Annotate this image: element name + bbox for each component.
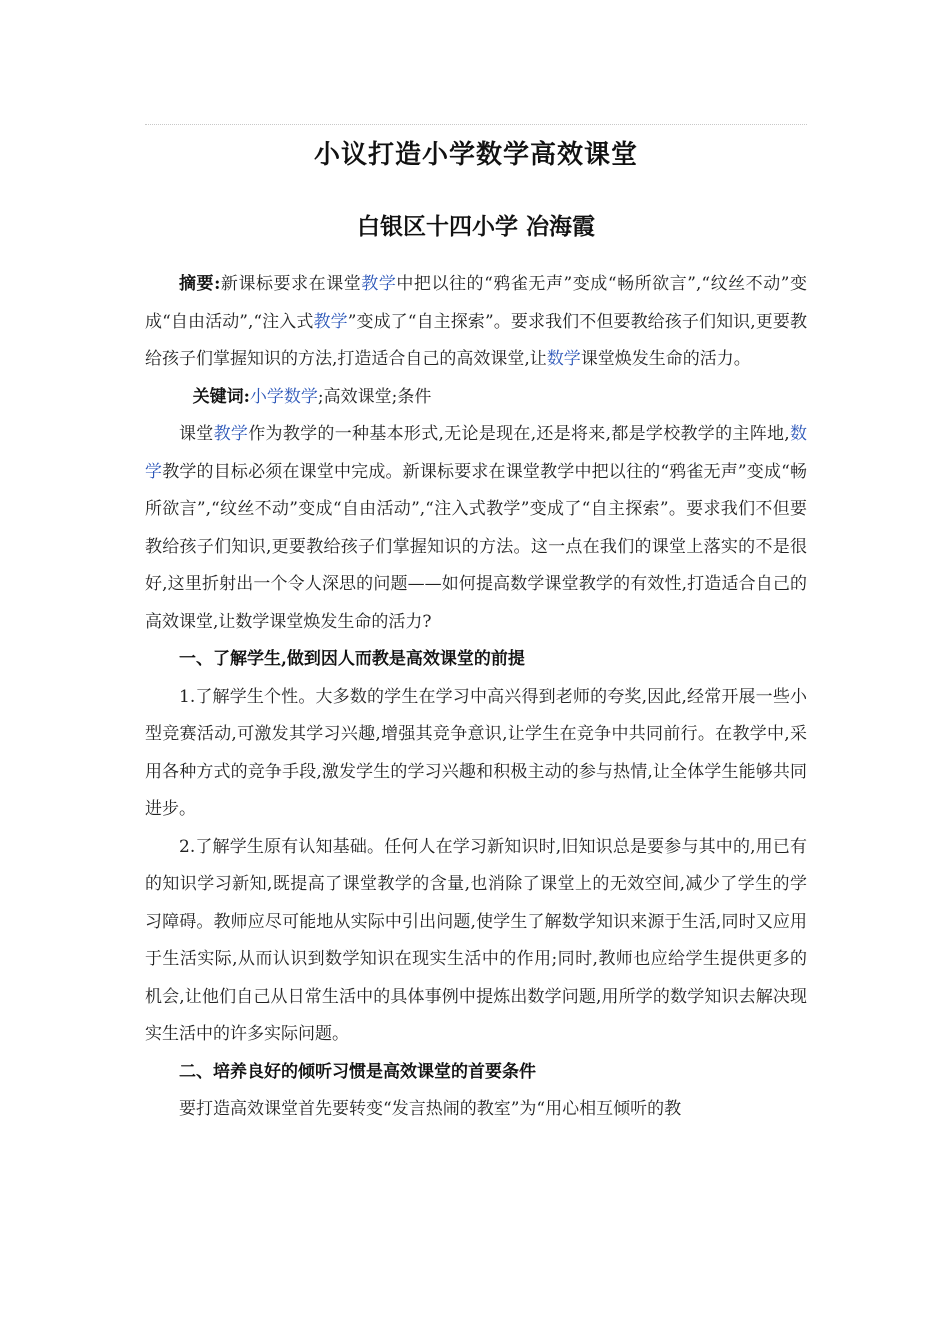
intro-paragraph [145,416,807,641]
link-teaching[interactable]: 教学 [213,424,249,444]
top-divider [145,124,807,125]
section-heading-1: 一、了解学生,做到因人而教是高效课堂的前提 [179,649,525,669]
document-body [145,266,807,1129]
link-math[interactable]: 数学 [546,349,581,369]
abstract-text: 中把以往的“鸦雀无声”变成“畅所欲言”,“纹丝不动”变成“自由活动”,“注入式 [145,274,807,332]
intro-text: 作为教学的一种基本形式,无论是现在,还是将来,都是学校教学的主阵地, [248,424,790,444]
abstract-text: ”变成了“自主探索”。要求我们不但要教给孩子们知识,更要教给孩子们掌握知识的方法,打造适合自己的高效课堂,让 [145,311,807,369]
section-heading-2: 二、培养良好的倾听习惯是高效课堂的首要条件 [179,1061,536,1082]
link-math[interactable]: 数学 [145,424,808,482]
abstract-text: 课堂焕发生命的活力。 [580,349,751,369]
link-teaching[interactable]: 教学 [361,274,397,294]
link-primary-math[interactable]: 小学数学 [249,386,318,407]
keywords-label: 关键词: [192,386,250,407]
section1-paragraph-2: 2.了解学生原有认知基础。任何人在学习新知识时,旧知识总是要参与其中的,用已有的知识学习新知,既提高了课堂教学的含量,也消除了课堂上的无效空间,减少了学生的学习障碍。教师应尽可能地从实际中引出问题,使学生了解数学知识来源于生活,同时又应用于生活实际,从而认识到数学知识在现实生活中的作用;同时,教师也应给学生提供更多的机会,让他们自己从日常生活中的具体事例中提炼出数学问题,用所学的数学知识去解决现实生活中的许多实际问题。 [145,836,807,1044]
abstract-paragraph [145,266,807,379]
abstract-label: 摘要: [179,274,221,294]
keywords-text: ;高效课堂;条件 [317,386,432,407]
intro-text: 教学的目标必须在课堂中完成。新课标要求在课堂教学中把以往的“鸦雀无声”变成“畅所欲言”,“纹丝不动”变成“自由活动”,“注入式教学”变成了“自主探索”。要求我们不但要教给孩子们知识,更要教给孩子们掌握知识的方法。这一点在我们的课堂上落实的不是很好,这里折射出一个令人深思的问题——如何提高数学课堂教学的有效性,打造适合自己的高效课堂,让数学课堂焕发生命的活力? [145,461,808,632]
keywords-paragraph [145,379,807,417]
document-title: 小议打造小学数学高效课堂 [313,140,638,170]
abstract-text: 新课标要求在课堂 [220,274,362,294]
section1-paragraph-1: 1.了解学生个性。大多数的学生在学习中高兴得到老师的夸奖,因此,经常开展一些小型竞赛活动,可激发其学习兴趣,增强其竞争意识,让学生在竞争中共同前行。在教学中,采用各种方式的竞争手段,激发学生的学习兴趣和积极主动的参与热情,让全体学生能够共同进步。 [145,686,807,819]
author-line: 白银区十四小学 冶海霞 [356,213,595,240]
section2-paragraph-1: 要打造高效课堂首先要转变“发言热闹的教室”为“用心相互倾听的教 [179,1099,682,1119]
link-teaching[interactable]: 教学 [313,311,348,332]
intro-text: 课堂 [179,424,214,444]
